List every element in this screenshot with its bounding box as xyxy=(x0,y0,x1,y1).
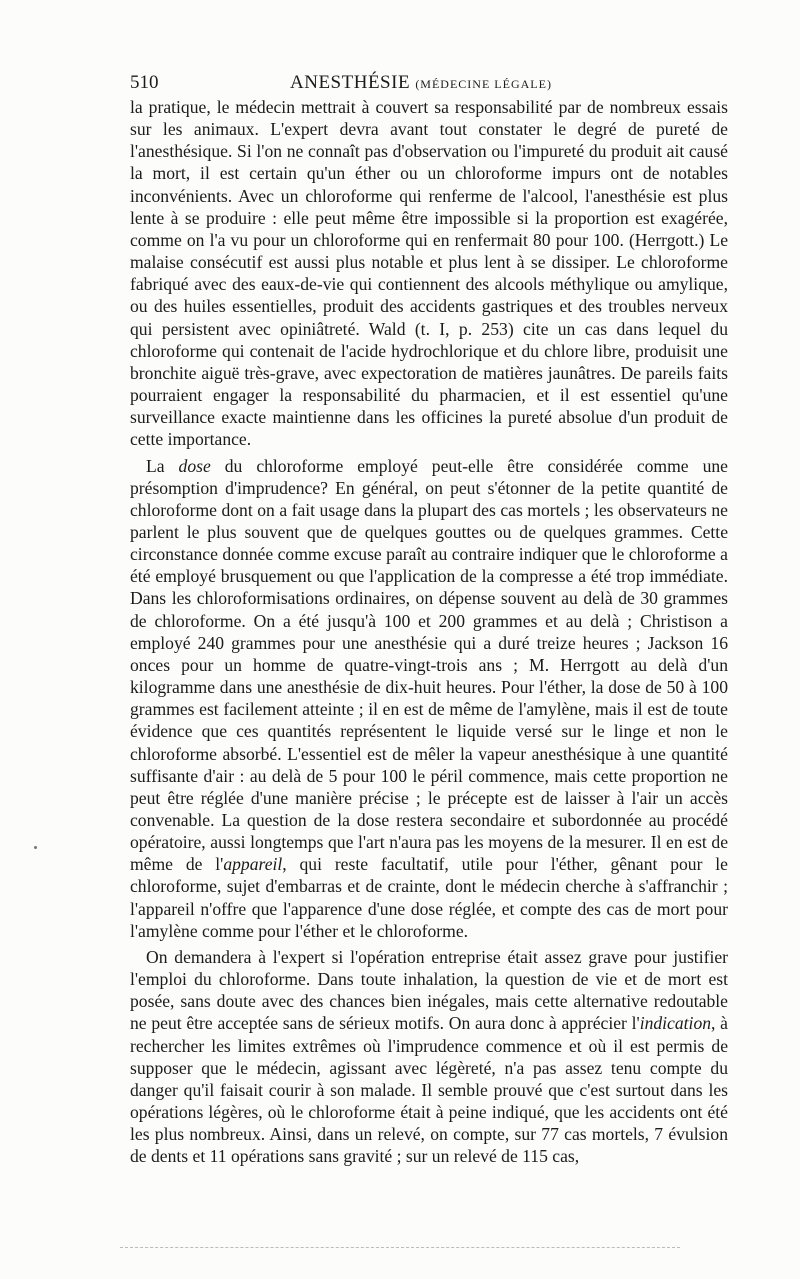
footer-rule xyxy=(120,1247,680,1248)
term-dose: dose xyxy=(178,455,211,476)
running-title-sub: (MÉDECINE LÉGALE) xyxy=(415,77,552,91)
paragraph-indication xyxy=(130,946,728,1168)
running-title xyxy=(290,68,552,99)
paragraph-indication-end: , à rechercher les limites extrêmes où l'imprudence commence et où il est permis de supposer que le médecin, agissant avec légèreté, n'a pas assez tenu compte du danger qu'il faisait courir à son malade. Il semble prouvé que c'est surtout dans les opérations légères, où le chloroforme était à peine indiqué, que les accidents ont été les plus nombreux. Ainsi, dans un relevé, on compte, sur 77 cas mortels, 7 évulsion de dents et 11 opérations sans gravité ; sur un relevé de 115 cas, xyxy=(130,1013,728,1167)
paper-speck xyxy=(34,846,37,849)
page-number: 510 xyxy=(130,72,159,93)
paragraph-dose-middle: du chloroforme employé peut-elle être considérée comme une présomption d'imprudence? En général, on peut s'étonner de la petite quantité de chloroforme dont on a fait usage dans la plupart des cas mortels ; les observateurs ne parlent le plus souvent que de quelques gouttes ou de quelques grammes. Cette circonstance donnée comme excuse paraît au contraire indiquer que le chloroforme a été employé brusquement ou que l'application de la compresse a été trop immédiate. Dans les chloroformisations ordinaires, on dépense souvent au delà de 30 grammes de chloroforme. On a été jusqu'à 100 et 200 grammes et au delà ; Christison a employé 240 grammes pour une anesthésie qui a duré treize heures ; Jackson 16 onces pour un homme de quatre-vingt-trois ans ; M. Herrgott au delà d'un kilogramme dans une anesthésie de dix-huit heures. Pour l'éther, la dose de 50 à 100 grammes est facilement atteinte ; il en est de même de l'amylène, mais il est de toute évidence que ces quantités représentent le liquide versé sur le linge et non le chloroforme absorbé. L'essentiel est de mêler la vapeur anesthésique à une quantité suffisante d'air : au delà de 5 pour 100 le péril commence, mais cette proportion ne peut être réglée d'une manière précise ; le précepte est de laisser à l'air un accès convenable. La question de la dose restera secondaire et subordonnée au procédé opératoire, aussi longtemps que l'art n'aura pas les moyens de la mesurer. Il en est de même de l' xyxy=(130,455,728,875)
paragraph-indication-start: On demandera à l'expert si l'opération entreprise était assez grave pour justifier l'emploi du chloroforme. Dans toute inhalation, la question de vie et de mort est posée, sans doute avec des chances bien inégales, mais cette alternative redoutable ne peut être acceptée sans de sérieux motifs. On aura donc à apprécier l' xyxy=(130,946,728,1034)
paragraph-dose-start: La xyxy=(146,455,179,476)
paragraph-dose-end: , qui reste facultatif, utile pour l'éther, gênant pour le chloroforme, sujet d'embarras et de crainte, dont le médecin cherche à s'affranchir ; l'appareil n'offre que l'apparence d'une dose réglée, et compte des cas de mort pour l'amylène comme pour l'éther et le chloroforme. xyxy=(130,854,728,941)
term-appareil: appareil xyxy=(223,854,283,875)
running-title-main: ANESTHÉSIE xyxy=(290,72,411,93)
paragraph-dose xyxy=(130,455,728,942)
running-header xyxy=(130,68,730,98)
body-text xyxy=(130,96,728,1168)
paragraph-purity: la pratique, le médecin mettrait à couvert sa responsabilité par de nombreux essais sur les animaux. L'expert devra avant tout constater le degré de pureté de l'anesthésique. Si l'on ne connaît pas d'observation ou l'impureté du produit ait causé la mort, il est certain qu'un éther ou un chloroforme impurs ont de notables inconvénients. Avec un chloroforme qui renferme de l'alcool, l'anesthésie est plus lente à se produire : elle peut même être impossible si la proportion est exagérée, comme on l'a vu pour un chloroforme qui en renfermait 80 pour 100. (Herrgott.) Le malaise consécutif est aussi plus notable et plus lent à se dissiper. Le chloroforme fabriqué avec des eaux-de-vie qui contiennent des alcools méthylique ou amylique, ou des huiles essentielles, produit des accidents gastriques et des troubles nerveux qui persistent avec opiniâtreté. Wald (t. I, p. 253) cite un cas dans lequel du chloroforme qui contenait de l'acide hydrochlorique et du chlore libre, produisit une bronchite aiguë très-grave, avec expectoration de matières jaunâtres. De pareils faits pourraient engager la responsabilité du pharmacien, et il est essentiel qu'une surveillance exacte maintienne dans les officines la pureté absolue d'un produit de cette importance. xyxy=(130,97,728,450)
term-indication: indication xyxy=(639,1013,712,1034)
